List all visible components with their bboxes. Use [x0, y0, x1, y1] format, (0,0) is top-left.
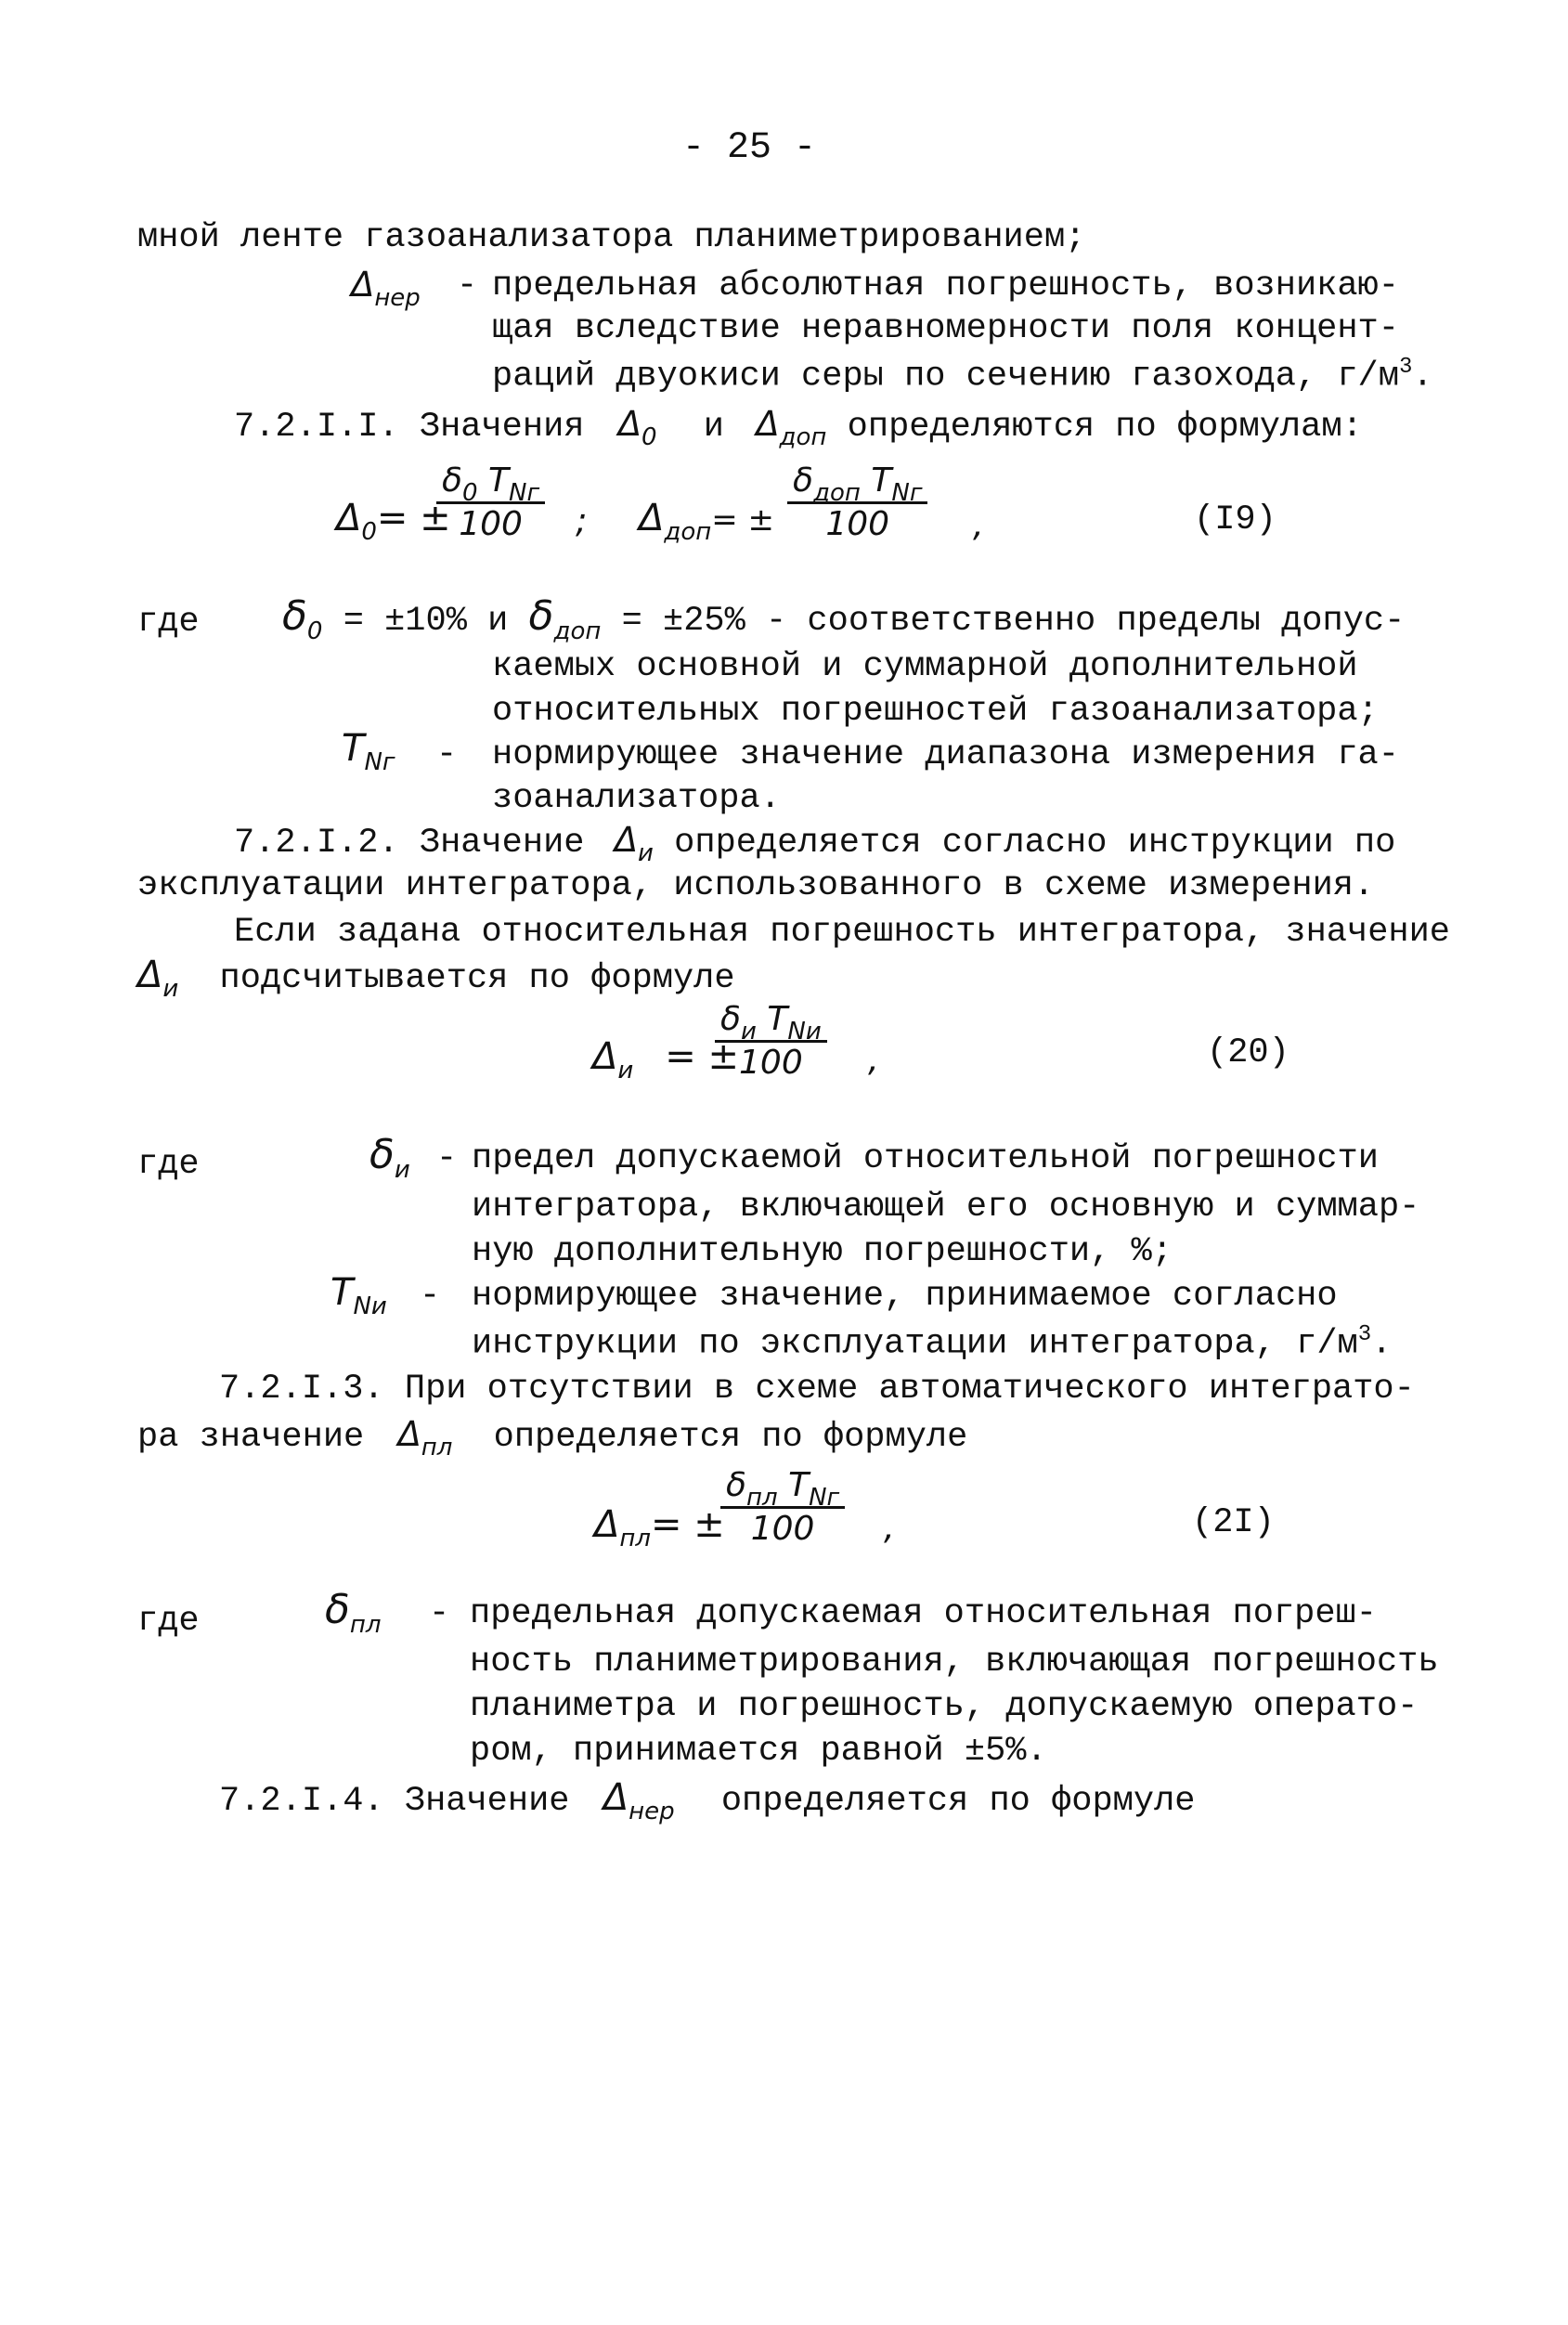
where-20-line-1: предел допускаемой относительной погрешности [472, 1139, 1379, 1178]
where-21-line-2: ность планиметрирования, включающая погрешность [470, 1643, 1439, 1682]
section-7213-line-1: 7.2.I.3. При отсутствии в схеме автоматического интеграто- [219, 1370, 1415, 1409]
where-19-line-2: каемых основной и суммарной дополнительной [492, 647, 1358, 686]
section-7211: 7.2.I.I. Значения $\Delta_0$ и $\Delta_{доп}$ определяются по формулам: [234, 404, 1363, 451]
where-19-line-1: $\delta_0 = \pm 10\%$ и $\delta_{доп} = \pm 25\%$ - соответственно пределы допус- [282, 592, 1406, 645]
where-19-line-3: относительных погрешностей газоанализатора; [492, 692, 1379, 731]
formula-19-frac-1: $\delta_0$ $T_{Nг}$ 100 [436, 464, 545, 541]
where-21-line-3: планиметра и погрешность, допускаемую операто- [470, 1687, 1419, 1726]
d-ner-symbol: $\Delta_{нер}$ [351, 265, 421, 312]
d-ner-line-2: щая вследствие неравномерности поля концент- [492, 309, 1399, 348]
where-20-line-3: ную дополнительную погрешности, %; [472, 1232, 1173, 1271]
formula-19-number: (I9) [1194, 500, 1276, 539]
section-7214: 7.2.I.4. Значение $\Delta_{нер}$ определяется по формуле [219, 1776, 1196, 1825]
where-20-t-line-2: инструкции по эксплуатации интегратора, $г/м^3$. [472, 1322, 1393, 1364]
formula-19-separator: ; [576, 500, 588, 540]
where-19-t-line-1: нормирующее значение диапазона измерения га- [492, 735, 1399, 774]
d-ner-dash: - [457, 266, 478, 305]
formula-20-lhs: $\Delta_и$ = ± [592, 1035, 740, 1085]
formula-19-lhs-2: $\Delta_{доп}=$ ± [639, 497, 775, 546]
where-21-label: где [137, 1602, 200, 1641]
formula-21-number: (2I) [1192, 1503, 1275, 1542]
formula-21-lhs: $\Delta_{пл}=$ ± [594, 1503, 725, 1552]
where-20-t-symbol: $T_{Nи}$ [330, 1271, 387, 1320]
where-21-symbol: $\delta_{пл}$ [325, 1586, 382, 1639]
where-19-t-dash: - [436, 735, 458, 774]
formula-19-comma: , [973, 504, 984, 544]
where-21-line-4: ром, принимается равной ±5%. [470, 1732, 1047, 1771]
where-21-dash: - [429, 1594, 450, 1633]
where-20-dash: - [436, 1139, 458, 1178]
formula-20-comma: , [868, 1039, 879, 1079]
intro-line: мной ленте газоанализатора планиметрированием; [137, 218, 1086, 257]
where-21-line-1: предельная допускаемая относительная погреш- [470, 1594, 1377, 1633]
where-19-label: где [137, 603, 200, 642]
page-number: - 25 - [682, 127, 817, 169]
formula-20-number: (20) [1207, 1033, 1289, 1072]
section-7212-line-2: эксплуатации интегратора, использованного в схеме измерения. [137, 866, 1375, 905]
formula-21-comma: , [884, 1507, 895, 1547]
d-ner-line-1: предельная абсолютная погрешность, возникаю- [492, 266, 1399, 305]
formula-19-lhs-1: $\Delta_0=$ ± [336, 497, 451, 546]
formula-20-frac: $\delta_и$ $T_{Nи}$ 100 [715, 1003, 827, 1080]
d-ner-line-3: раций двуокиси серы по сечению газохода, $г/м^3$. [492, 355, 1433, 396]
section-7212-line-1: 7.2.I.2. Значение $\Delta_и$ определяется согласно инструкции по [234, 820, 1396, 867]
where-20-t-dash: - [420, 1277, 441, 1316]
section-7212-line-3: Если задана относительная погрешность интегратора, значение [234, 913, 1451, 952]
where-20-t-line-1: нормирующее значение, принимаемое согласно [472, 1277, 1338, 1316]
where-20-symbol: $\delta_и$ [369, 1131, 410, 1184]
section-7212-line-4: $\Delta_и$ подсчитывается по формуле [137, 954, 735, 1003]
formula-19-frac-2: $\delta_{доп}$ $T_{Nг}$ 100 [787, 464, 927, 541]
where-19-t-line-2: зоанализатора. [492, 779, 781, 818]
section-7213-line-2: ра значение $\Delta_{пл}$ определяется по формуле [137, 1414, 968, 1461]
formula-21-frac: $\delta_{пл}$ $T_{Nг}$ 100 [720, 1469, 845, 1546]
where-19-t-symbol: $T_{Nг}$ [342, 727, 395, 776]
where-20-label: где [137, 1145, 200, 1184]
where-20-line-2: интегратора, включающей его основную и суммар- [472, 1188, 1420, 1227]
